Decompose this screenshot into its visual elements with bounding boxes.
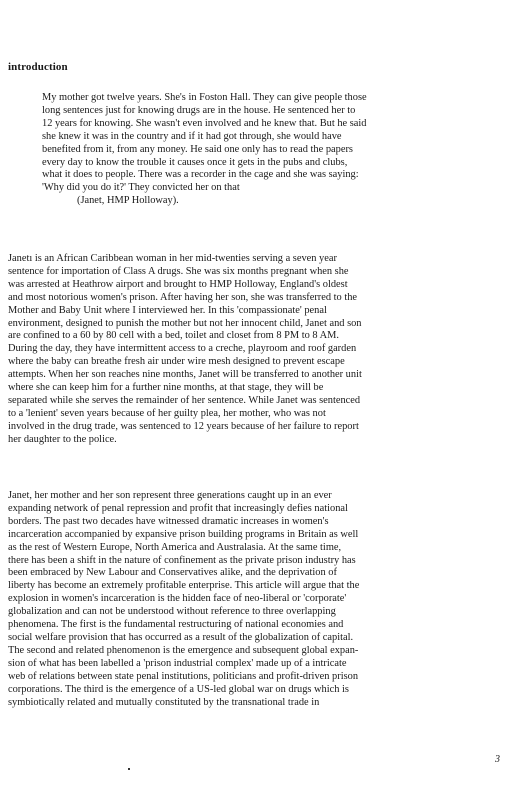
text-line: attempts. When her son reaches nine months, Janet will be transferred to another unit (8, 369, 362, 381)
text-line: environment, designed to punish the mother but not her innocent child, Janet and son (8, 317, 362, 329)
text-line: been embraced by New Labour and Conservatives alike, and the deprivation of (8, 567, 337, 579)
quote-line: My mother got twelve years. She's in Foston Hall. They can give people those (42, 92, 367, 103)
text-line: separated while she serves the remainder of her sentence. While Janet was sentenced (8, 394, 361, 406)
text-line: Janetı is an African Caribbean woman in her mid-twenties serving a seven year (8, 253, 337, 264)
page-number: 3 (495, 754, 500, 765)
text-line: as the rest of Western Europe, North America and Australasia. At the same time, (8, 541, 342, 553)
text-line: corporations. The third is the emergence of a US-led global war on drugs which is (8, 683, 349, 695)
text-line: where the baby can breathe fresh air under wire mesh designed to prevent escape (8, 356, 345, 368)
section-heading: introduction (8, 61, 68, 73)
quote-line: long sentences just for knowing drugs are in the house. He sentenced her to (42, 104, 356, 116)
text-line: phenomena. The first is the fundamental restructuring of national economies and (8, 619, 344, 631)
quote-line: 'Why did you do it?' They convicted her on that (42, 182, 240, 194)
quote-line: every day to know the trouble it causes once it gets in the pubs and clubs, (42, 156, 348, 168)
text-line: incarceration accompanied by expansive prison building programs in Britain as well (8, 528, 359, 540)
text-line: Janet, her mother and her son represent three generations caught up in an ever (8, 490, 332, 501)
text-line: and most notorious women's prison. After having her son, she was transferred to the (8, 291, 358, 303)
block-quote (42, 92, 467, 208)
quote-attribution: (Janet, HMP Holloway). (77, 195, 179, 207)
text-line: explosion in women's incarceration is the hidden face of neo-liberal or 'corporate' (8, 593, 347, 605)
quote-line: what it does to people. There was a recorder in the cage and she was saying: (42, 169, 359, 181)
paragraph-2 (8, 490, 516, 709)
quote-line: benefited from it, from any money. He said one only has to read the papers (42, 143, 353, 155)
text-line: sion of what has been labelled a 'prison industrial complex' made up of a intricate (8, 657, 347, 669)
text-line: liberty has become an extremely profitable enterprise. This article will argue that the (8, 580, 360, 592)
text-line: symbiotically related and mutually constituted by the transnational trade in (8, 696, 320, 708)
text-line: involved in the drug trade, was sentenced to 12 years because of her failure to report (8, 420, 359, 432)
text-line: sentence for importation of Class A drugs. She was six months pregnant when she (8, 265, 349, 277)
text-line: Mother and Baby Unit where I interviewed her. In this 'compassionate' penal (8, 304, 327, 316)
text-line: borders. The past two decades have witnessed dramatic increases in women's (8, 515, 329, 527)
text-line: During the day, they have intermittent access to a creche, playroom and roof garden (8, 343, 357, 355)
text-line: The second and related phenomenon is the emergence and subsequent global expan- (8, 644, 359, 656)
text-line: her daughter to the police. (8, 433, 117, 445)
text-line: are confined to a 60 by 80 cell with a bed, toilet and closet from 8 PM to 8 AM. (8, 330, 339, 342)
text-line: was arrested at Heathrow airport and brought to HMP Holloway, England's oldest (8, 278, 348, 290)
text-line: where she can keep him for a further nine months, at that stage, they will be (8, 382, 324, 394)
text-line: web of relations between state penal institutions, politicians and profit-driven prison (8, 670, 359, 682)
text-line: globalization and can not be understood without reference to three overlapping (8, 606, 336, 618)
text-line: expanding network of penal repression and profit that increasingly defies national (8, 502, 348, 514)
text-line: social welfare provision that has occurred as a result of the globalization of capital. (8, 631, 354, 643)
text-line: to a 'lenient' seven years because of her guilty plea, her mother, who was not (8, 407, 326, 419)
scan-speck (128, 768, 130, 770)
quote-line: she knew it was in the country and if it had got through, she would have (42, 130, 342, 142)
paragraph-1 (8, 253, 516, 447)
text-line: there has been a shift in the nature of confinement as the private prison industry has (8, 554, 356, 566)
quote-line: 12 years for knowing. She wasn't even involved and he knew that. But he said (42, 117, 367, 129)
